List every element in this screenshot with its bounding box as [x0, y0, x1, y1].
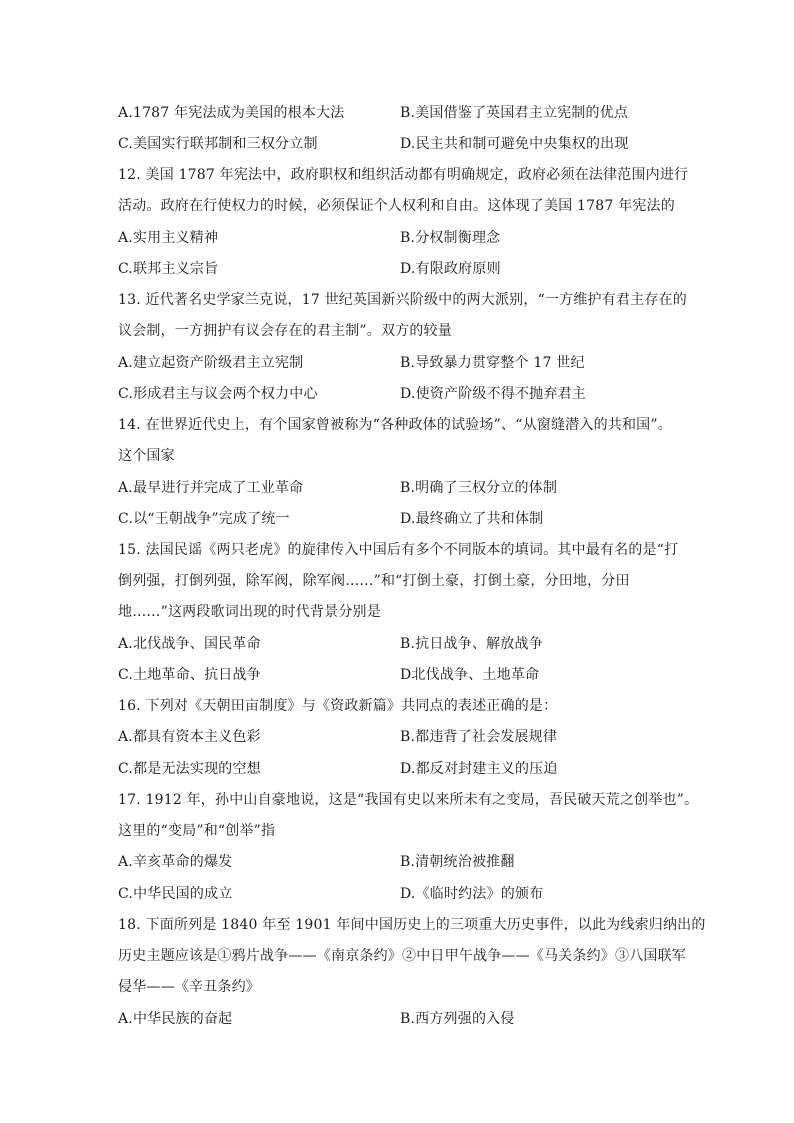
- q17-option-d: D.《临时约法》的颁布: [400, 886, 544, 902]
- q18-option-b: B.西方列强的入侵: [400, 1011, 515, 1027]
- q15-stem-line-1: 15. 法国民谣《两只老虎》的旋律传入中国后有多个不同版本的填词。其中最有名的是“打: [118, 542, 679, 558]
- q18-stem-line-1: 18. 下面所列是 1840 年至 1901 年间中国历史上的三项重大历史事件，以此为线索归纳出的: [118, 917, 706, 933]
- q12-option-c: C.联邦主义宗旨: [118, 261, 219, 277]
- q12-stem-line-2: 活动。政府在行使权力的时候，必须保证个人权利和自由。这体现了美国 1787 年宪法的: [118, 198, 675, 214]
- q16-option-b: B.都违背了社会发展规律: [400, 729, 558, 745]
- q14-option-d: D.最终确立了共和体制: [400, 511, 544, 527]
- q18-stem-line-3: 侵华——《辛丑条约》: [118, 979, 260, 995]
- q14-option-b: B.明确了三权分立的体制: [400, 480, 558, 496]
- q11-option-d: D.民主共和制可避免中央集权的出现: [400, 136, 629, 152]
- q17-option-c: C.中华民国的成立: [118, 886, 233, 902]
- q16-option-d: D.都反对封建主义的压迫: [400, 761, 558, 777]
- q17-stem-line-2: 这里的“变局”和“创举”指: [118, 823, 276, 839]
- q13-option-c: C.形成君主与议会两个权力中心: [118, 386, 318, 402]
- q17-stem-line-1: 17. 1912 年，孙中山自豪地说，这是“我国有史以来所未有之变局，吾民破天荒之创举也”。: [118, 792, 699, 808]
- q15-option-b: B.抗日战争、解放战争: [400, 636, 543, 652]
- q16-option-c: C.都是无法实现的空想: [118, 761, 261, 777]
- q17-option-b: B.清朝统治被推翻: [400, 854, 515, 870]
- q12-option-d: D.有限政府原则: [400, 261, 501, 277]
- q14-stem-line-2: 这个国家: [118, 448, 175, 464]
- q17-option-a: A.辛亥革命的爆发: [118, 854, 233, 870]
- q15-option-c: C.土地革命、抗日战争: [118, 667, 261, 683]
- q13-option-d: D.使资产阶级不得不抛弃君主: [400, 386, 586, 402]
- q11-option-b: B.美国借鉴了英国君主立宪制的优点: [400, 105, 629, 121]
- q18-stem-line-2: 历史主题应该是①鸦片战争——《南京条约》②中日甲午战争——《马关条约》③八国联军: [118, 948, 686, 964]
- q15-option-a: A.北伐战争、国民革命: [118, 636, 261, 652]
- q18-option-a: A.中华民族的奋起: [118, 1011, 233, 1027]
- q14-option-a: A.最早进行并完成了工业革命: [118, 480, 304, 496]
- q16-stem-line-1: 16. 下列对《天朝田亩制度》与《资政新篇》共同点的表述正确的是：: [118, 698, 558, 714]
- q13-option-a: A.建立起资产阶级君主立宪制: [118, 355, 304, 371]
- q12-option-b: B.分权制衡理念: [400, 230, 501, 246]
- q13-option-b: B.导致暴力贯穿整个 17 世纪: [400, 355, 585, 371]
- q11-option-c: C.美国实行联邦制和三权分立制: [118, 136, 318, 152]
- q15-stem-line-2: 倒列强，打倒列强，除军阀，除军阀……”和“打倒土豪，打倒土豪，分田地，分田: [118, 573, 630, 589]
- q15-option-d: D北伐战争、土地革命: [400, 667, 540, 683]
- q12-option-a: A.实用主义精神: [118, 230, 219, 246]
- q13-stem-line-2: 议会制，一方拥护有议会存在的君主制”。双方的较量: [118, 323, 452, 339]
- q16-option-a: A.都具有资本主义色彩: [118, 729, 261, 745]
- q14-stem-line-1: 14. 在世界近代史上，有个国家曾被称为“各种政体的试验场”、“从窗缝潜入的共和国”。: [118, 417, 672, 433]
- q11-option-a: A.1787 年宪法成为美国的根本大法: [118, 105, 345, 121]
- q13-stem-line-1: 13. 近代著名史学家兰克说，17 世纪英国新兴阶级中的两大派别，“一方维护有君主存在的: [118, 292, 687, 308]
- q15-stem-line-3: 地……”这两段歌词出现的时代背景分别是: [118, 604, 381, 620]
- q12-stem-line-1: 12. 美国 1787 年宪法中，政府职权和组织活动都有明确规定，政府必须在法律范围内进行: [118, 167, 689, 183]
- q14-option-c: C.以“王朝战争”完成了统一: [118, 511, 290, 527]
